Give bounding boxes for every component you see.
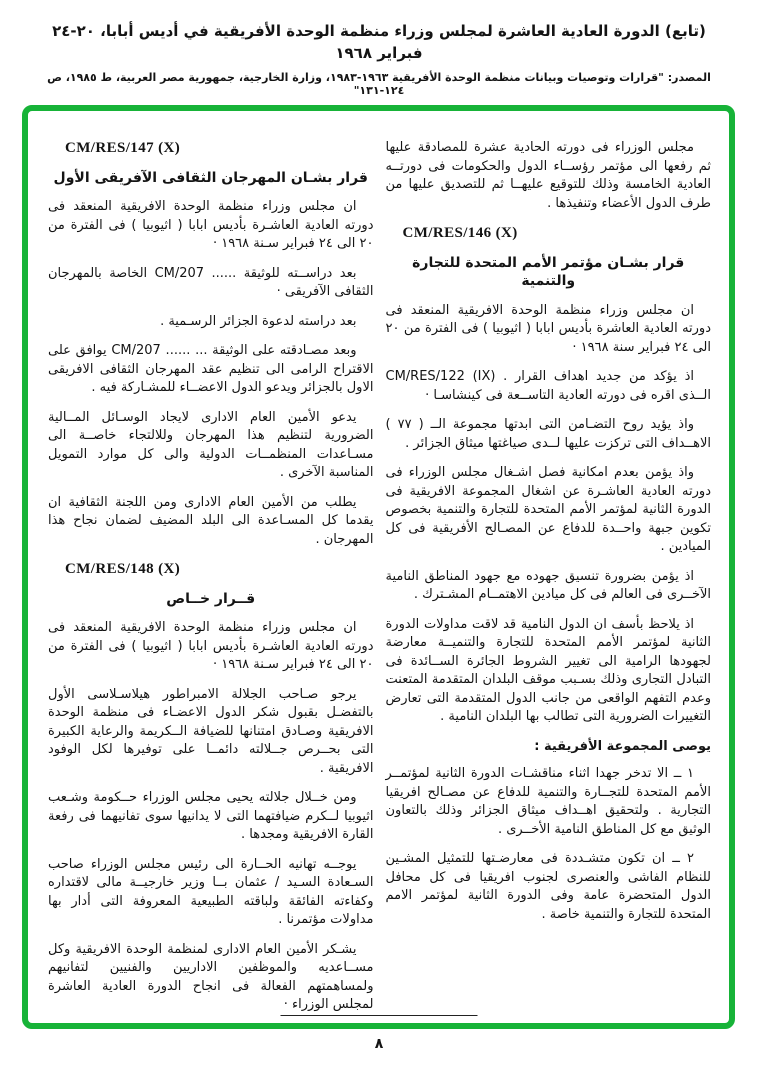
resolution-heading: قــرار خــاص [166,590,256,607]
resolution-heading: قرار بشـان مؤتمر الأمم المتحدة للتجارة والتنمية [412,254,685,289]
paragraph: اذ يؤكد من جديد اهداف القرار . CM/RES/122 (IX) الــذى اقره فى دورته العادية التاســعة فى كينشاسـا · [385,369,711,403]
two-column-layout [28,111,729,1012]
paragraph: واذ يؤيد روح التضـامن التى ابدتها مجموعة الــ ( ٧٧ ) الاهــداف التى تركزت عليها لــدى صياغتها ميثاق الجزائر . [385,417,711,451]
page-title: (تابع) الدورة العادية العاشرة لمجلس وزراء منظمة الوحدة الأفريقية في أديس أبابا، ٢٠-٢٤ فبراير ١٩٦٨ [52,22,706,62]
paragraph: يطلب من الأمين العام الادارى ومن اللجنة الثقافية ان يقدما كل المسـاعدة الى البلد المضيف لضمان نجاح هذا المهرجان . [48,494,374,547]
paragraph: اذ يؤمن بضرورة تنسيق جهوده مع جهود المناطق النامية الآخــرى فى العالم فى كل ميادين الاهتمــام المشـترك . [385,568,711,602]
left-column [48,139,374,1012]
paragraph: ان مجلس وزراء منظمة الوحدة الافريقية المنعقد فى دورته العادية العاشـرة بأديس ابابا ( اثيوبيا ) فى الفترة من ٢٠ الى ٢٤ فبراير سـنة ١٩٦٨ · [48,199,374,251]
paragraph: واذ يؤمن بعدم امكانية فصل اشـغال مجلس الوزراء فى دورته العادية العاشـرة عن اشغال المجموعة الافريقية فى الدورة الثانية لمؤتمر الأمم المتحدة للتجارة والتنمية بخصوص تكوين جبهة واحــدة للدفاع عن المصـالح الأفريقية فى كل الميادين . [385,465,711,554]
paragraph: وبعد مصـادقته على الوثيقة ... ...... CM/207 يوافق على الاقتراح الرامى الى تنظيم عقد المهرجان الثقافى الافريقى الاول بالجزائر ويدعو الدول الاعضــاء للمشـاركة فيه . [48,343,374,395]
paragraph: ومن خــلال جلالته يحيى مجلس الوزراء حــكومة وشـعب اثيوبيا لــكرم ضيافتهما التى لا يدانيها سوى تفانيهما فى رفعة القارة الافريقية ومجدها . [48,790,374,842]
list-item: ٢ ــ ان تكون متشـددة فى معارضـتها للتمثيل المشـين للنظام الفاشى والعنصرى لجنوب افريقيا فى كل محافل الدول المتحضرة عامة وفى الدورة الثانية لمؤتمر الامم المتحدة للتجارة والتنمية خاصة . [385,851,711,922]
page-number: ٨ [374,1036,384,1052]
resolution-ref: CM/RES/148 (X) [65,561,181,577]
right-column [386,139,712,1005]
document-header [0,20,758,97]
paragraph: بعد دراسته لدعوة الجزائر الرسـمية . [160,313,357,329]
paragraph: مجلس الوزراء فى دورته الحادية عشرة للمصادقة عليها ثم رفعها الى مؤتمر رؤســاء الدول والحكومات فى دورتــه العادية الخامسة وذلك للتوقيع عليهــا ثم للتصديق عليها من طرف الدول الأعضاء وتنفيذها . [385,140,711,211]
paragraph: اذ يلاحظ بأسف ان الدول النامية قد لاقت مداولات الدورة الثانية لمؤتمر الأمم المتحدة للتجارة والتنميــة معارضة لجهودها الرامية الى تغيير الشروط الجائرة الســائدة فى التبادل التجارى وذلك بسـبب موقف البلدان المتقدمة المتعنت وعدم التفهم الواقعى من جانب الدول المتقدمة التى تعارض التغييرات الضرورية التى تطالب بها البلدان النامية . [385,616,711,724]
recommendation-lead: يوصى المجموعة الأفريقية : [534,738,711,754]
paragraph: يدعو الأمين العام الادارى لايجاد الوسـائل المــالية الضرورية لتنظيم هذا المهرجان وللالتجاء خاصــة الى مسـاعدات المنظمــات الدولية والى كل موارد التمويل المناسبة الآخرى . [48,409,374,480]
paragraph: يشـكر الأمين العام الادارى لمنظمة الوحدة الافريقية وكل مســاعديه والموظفين الاداريين والفنيين لتفانيهم ولمساهمتهم الفعالة فى انجاح الدورة العادية العاشرة لمجلس الوزراء · [48,941,374,1012]
list-item: ١ ــ الا تدخر جهدا اثناء مناقشـات الدورة الثانية لمؤتمــر الأمم المتحدة للتجــارة والتنمية للدفاع عن مصـالح افريقيا التجارية . ولتحقيق اهــداف ميثاق الجزائر وذلك بالتعاون الوثيق مع كل المناطق النامية الأخــرى . [385,766,711,837]
paragraph: ان مجلس وزراء منظمة الوحدة الافريقية المنعقد فى دورته العادية العاشرة بأديس ابابا ( اثيوبيا ) فى الفترة من ٢٠ الى ٢٤ فبراير سنة ١٩٦٨ · [385,302,711,355]
paragraph: يرجو صـاحب الجلالة الامبراطور هيلاسـلاسى الأول بالتفضـل بقبول شكر الدول الاعضـاء فى منظمة الوحدة الافريقية وصـادق امتنانها للضيافة الــكريمة والرعاية الكبيرة التى بحــرص جــلالته دائمــا على توفيرها لكل الوفود الافريقية . [48,686,374,776]
paragraph: ان مجلس وزراء منظمة الوحدة الافريقية المنعقد فى دورته العادية العاشـرة بأديس ابابا ( اثيوبيا ) فى الفترة من ٢٠ الى ٢٤ فبراير سـنة ١٩٦٨ · [48,620,374,672]
resolution-ref: CM/RES/146 (X) [402,225,518,241]
resolution-ref: CM/RES/147 (X) [65,140,181,156]
green-border-frame [22,105,735,1029]
source-line: المصدر: "قرارات وتوصيات وبيانات منظمة الوحدة الأفريقية ١٩٦٣-١٩٨٣، وزارة الخارجية، جمهورية مصر العربية، ط ١٩٨٥، ص ١٢٤-١٣١" [47,71,711,97]
end-divider-rule [280,1015,477,1016]
resolution-heading: قرار بشـان المهرجان الثقافى الآفريقى الأول [53,169,368,186]
paragraph: بعد دراســته للوثيقة ...... CM/207 الخاصة بالمهرجان الثقافى الآفريقى · [48,265,374,299]
paragraph: يوجــه تهانيه الحــارة الى رئيس مجلس الوزراء صاحب السـعادة السـيد / عثمان بــا وزير خارجيــة مالى لاقتداره وكفاءته الفائقة ولباقته الطبيعية المعروفة التى أدار بها مداولات مؤتمرنا . [48,856,374,927]
